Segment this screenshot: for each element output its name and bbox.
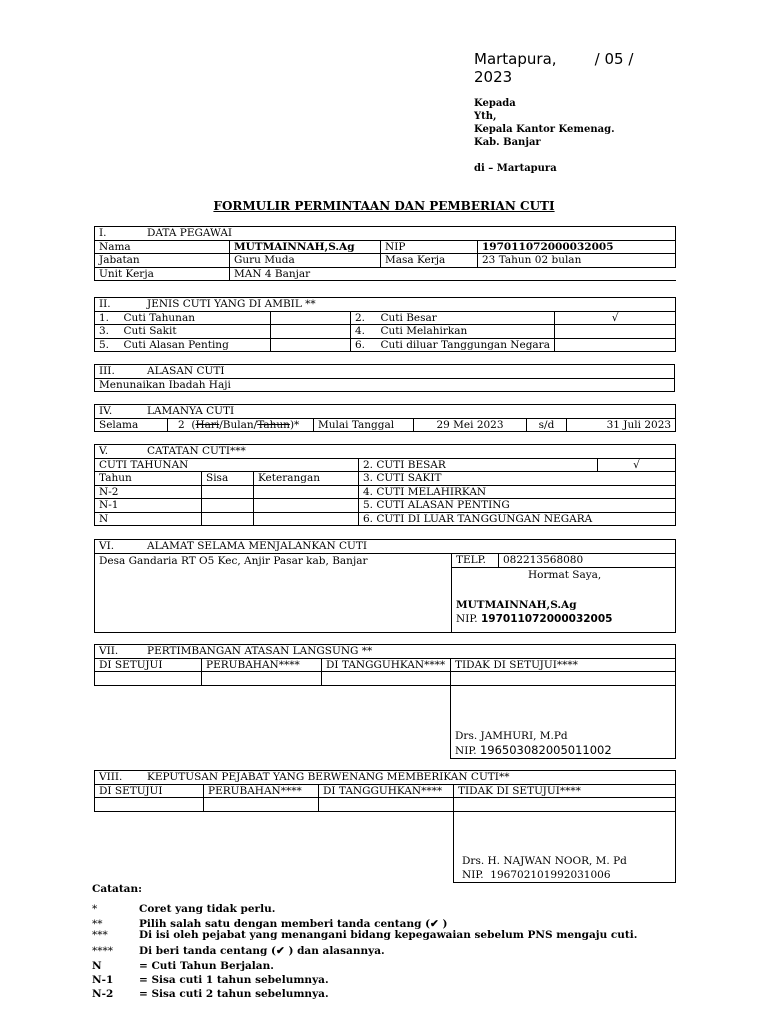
section-alamat (94, 539, 676, 633)
leave-label: Cuti diluar Tanggungan Negara (377, 338, 555, 352)
col-perubahan: PERUBAHAN**** (204, 784, 319, 798)
note-text: = Sisa cuti 1 tahun sebelumnya. (139, 974, 329, 986)
leave-label: Cuti Sakit (120, 325, 271, 339)
section-heading: CATATAN CUTI*** (147, 445, 246, 457)
col-disetujui: DI SETUJUI (95, 784, 204, 798)
official-nip: NIP. 196702101992031006 (462, 868, 611, 881)
note-text: Pilih salah satu dengan memberi tanda centang (✔ ) (139, 918, 448, 930)
col-ditangguhkan: DI TANGGUHKAN**** (322, 658, 451, 672)
year-label: N (95, 512, 202, 526)
section-pertimbangan (94, 644, 676, 759)
unit-tahun: Tahun (257, 418, 290, 431)
leave-type-row (95, 325, 676, 339)
section-number: IV. (99, 405, 113, 417)
note-key: N (92, 960, 102, 972)
note-text: = Sisa cuti 2 tahun sebelumnya. (139, 988, 329, 1000)
label-telp: TELP. (456, 554, 499, 567)
year-label: N-2 (95, 485, 202, 499)
check-mark: √ (598, 458, 676, 472)
leave-mark: √ (555, 311, 676, 325)
col-keterangan: Keterangan (254, 472, 359, 486)
place-date (474, 50, 633, 86)
section-heading: DATA PEGAWAI (147, 227, 233, 239)
value-nip: 197011072000032005 (478, 240, 676, 254)
section-data-pegawai (94, 226, 676, 281)
note-item (92, 929, 637, 941)
form-title: FORMULIR PERMINTAAN DAN PEMBERIAN CUTI (213, 199, 555, 213)
section-number: I. (99, 227, 107, 239)
leave-number: 6. (351, 338, 377, 352)
leave-label: Cuti Besar (377, 311, 555, 325)
note-key: ** (92, 918, 103, 930)
duration-footnote: )* (289, 418, 300, 431)
unit-hari: Hari (195, 418, 220, 431)
supervisor-nip: 196503082005011002 (479, 742, 612, 757)
right-item: 2. CUTI BESAR (359, 458, 598, 472)
recipient-line: Kepada (474, 98, 516, 109)
section-lamanya-cuti (94, 404, 676, 432)
leave-mark (555, 325, 676, 339)
recipient-block (474, 97, 615, 175)
section-keputusan (94, 770, 676, 883)
note-key: N-2 (92, 988, 114, 1000)
label-mulai: Mulai Tanggal (314, 418, 414, 432)
label-nip: NIP (381, 240, 478, 254)
leave-number: 4. (351, 325, 377, 339)
recipient-line: Kab. Banjar (474, 137, 541, 148)
leave-mark (555, 338, 676, 352)
col-disetujui: DI SETUJUI (95, 658, 202, 672)
phone: 082213568080 (503, 553, 584, 566)
note-key: * (92, 903, 98, 915)
value-nama: MUTMAINNAH,S.Ag (230, 240, 381, 254)
label-nip: NIP. (456, 612, 478, 625)
value-jabatan: Guru Muda (230, 254, 381, 268)
note-item (92, 944, 637, 959)
supervisor-signature (451, 685, 676, 758)
official-signature (454, 811, 676, 882)
unit-bulan: /Bulan/ (219, 418, 258, 431)
right-item: 6. CUTI DI LUAR TANGGUNGAN NEGARA (359, 512, 676, 526)
note-key: *** (92, 929, 108, 941)
section-heading: LAMANYA CUTI (147, 405, 235, 417)
note-text: Di beri tanda centang (✔ ) dan alasannya. (139, 945, 385, 957)
col-tidak-disetujui: TIDAK DI SETUJUI**** (454, 784, 676, 798)
end-date: 31 Juli 2023 (567, 418, 676, 432)
leave-mark (271, 338, 351, 352)
applicant-nip: 197011072000032005 (480, 612, 613, 625)
start-date: 29 Mei 2023 (414, 418, 527, 432)
leave-label: Cuti Alasan Penting (120, 338, 271, 352)
supervisor-name: Drs. JAMHURI, M.Pd (455, 729, 568, 742)
place-date-line: Martapura, / 05 / (474, 50, 634, 68)
recipient-city: di – Martapura (474, 163, 557, 174)
col-tidak-disetujui: TIDAK DI SETUJUI**** (451, 658, 676, 672)
note-text: = Cuti Tahun Berjalan. (139, 960, 274, 972)
right-item: 4. CUTI MELAHIRKAN (359, 485, 676, 499)
value-masa-kerja: 23 Tahun 02 bulan (478, 254, 676, 268)
reason-text: Menunaikan Ibadah Haji (95, 378, 675, 392)
section-jenis-cuti (94, 297, 676, 352)
closing: Hormat Saya, (528, 568, 602, 581)
label-selama: Selama (95, 418, 168, 432)
section-heading: KEPUTUSAN PEJABAT YANG BERWENANG MEMBERIKAN CUTI** (147, 771, 510, 783)
section-number: II. (99, 298, 111, 310)
recipient-line: Kepala Kantor Kemenag. (474, 124, 615, 135)
note-key: **** (92, 945, 113, 957)
leave-number: 1. (95, 311, 120, 325)
leave-mark (271, 325, 351, 339)
duration-count: 2 ( (178, 418, 196, 431)
note-text: Coret yang tidak perlu. (139, 903, 276, 915)
note-item (92, 959, 637, 973)
label-nip: NIP. (455, 744, 477, 757)
leave-label: Cuti Tahunan (120, 311, 271, 325)
label-masa-kerja: Masa Kerja (381, 254, 478, 268)
note-key: N-1 (92, 974, 114, 986)
leave-type-row (95, 311, 676, 325)
signature-block (452, 553, 676, 632)
leave-mark (271, 311, 351, 325)
official-name: Drs. H. NAJWAN NOOR, M. Pd (462, 854, 627, 867)
note-item (92, 902, 637, 917)
section-alasan-cuti (94, 364, 675, 392)
applicant-name: MUTMAINNAH,S.Ag (456, 598, 577, 611)
right-item: 5. CUTI ALASAN PENTING (359, 499, 676, 513)
cuti-tahunan-title: CUTI TAHUNAN (95, 458, 359, 472)
section-heading: ALASAN CUTI (147, 365, 225, 377)
leave-label: Cuti Melahirkan (377, 325, 555, 339)
leave-number: 2. (351, 311, 377, 325)
year-label: N-1 (95, 499, 202, 513)
col-ditangguhkan: DI TANGGUHKAN**** (319, 784, 454, 798)
recipient-line: Yth, (474, 111, 497, 122)
section-heading: JENIS CUTI YANG DI AMBIL ** (147, 298, 316, 310)
section-heading: PERTIMBANGAN ATASAN LANGSUNG ** (147, 645, 373, 657)
col-sisa: Sisa (202, 472, 254, 486)
section-number: VIII. (99, 771, 123, 783)
leave-number: 5. (95, 338, 120, 352)
notes-list (92, 902, 637, 1001)
label-sd: s/d (527, 418, 567, 432)
section-catatan-cuti (94, 444, 676, 526)
value-unit-kerja: MAN 4 Banjar (230, 267, 676, 281)
section-number: III. (99, 365, 115, 377)
section-number: V. (99, 445, 109, 457)
label-nama: Nama (95, 240, 230, 254)
note-text: Di isi oleh pejabat yang menangani bidang kepegawaian sebelum PNS mengaju cuti. (139, 929, 638, 941)
label-jabatan: Jabatan (95, 254, 230, 268)
duration (168, 418, 314, 432)
leave-type-row (95, 338, 676, 352)
section-heading: ALAMAT SELAMA MENJALANKAN CUTI (147, 540, 368, 552)
address-text: Desa Gandaria RT O5 Kec, Anjir Pasar kab, Banjar (95, 553, 452, 632)
note-item (92, 973, 637, 987)
section-number: VII. (99, 645, 119, 657)
col-tahun: Tahun (95, 472, 202, 486)
section-number: VI. (99, 540, 115, 552)
col-perubahan: PERUBAHAN**** (202, 658, 322, 672)
leave-number: 3. (95, 325, 120, 339)
note-item (92, 987, 637, 1001)
notes-title: Catatan: (92, 883, 142, 895)
label-unit-kerja: Unit Kerja (95, 267, 230, 281)
year: 2023 (474, 68, 513, 86)
right-item: 3. CUTI SAKIT (359, 472, 676, 486)
